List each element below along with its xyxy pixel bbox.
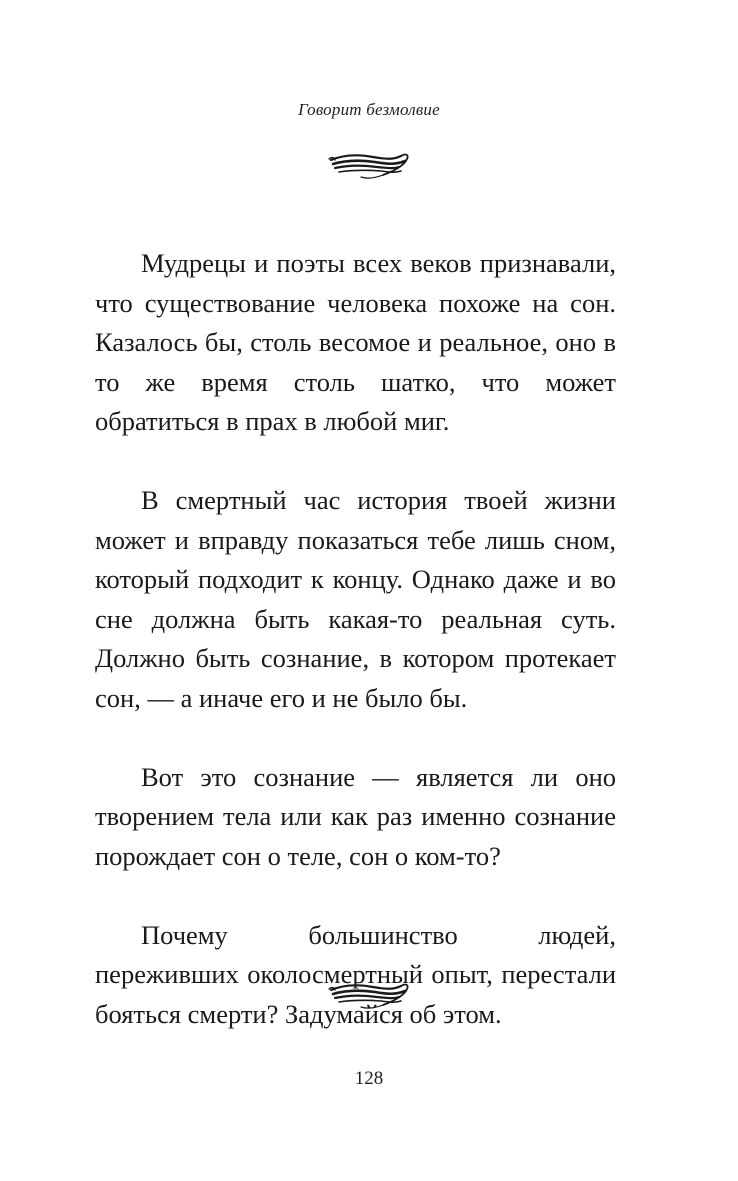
page-number: 128	[354, 1068, 384, 1089]
body-text	[95, 244, 616, 1034]
calligraphic-flourish-icon	[327, 978, 411, 1012]
paragraph-2: В смертный час история твоей жизни может и вправду показаться тебе лишь сном, который подходит к концу. Однако даже и во сне должна быть какая-то реальная суть. Должно быть сознание, в котором протекает сон, — а иначе его и не было бы.	[95, 485, 616, 713]
paragraph-4: Почему большинство людей, переживших околосмертный опыт, перестали бояться смерти? Задумайся об этом.	[95, 919, 616, 1029]
running-head: Говорит безмолвие	[298, 100, 440, 119]
paragraph-1: Мудрецы и поэты всех веков признавали, что существование человека похоже на сон. Казалось бы, столь весомое и реальное, оно в то же время столь шатко, что может обратиться в прах в любой миг.	[95, 248, 616, 436]
calligraphic-flourish-icon	[327, 148, 411, 182]
paragraph-3: Вот это сознание — является ли оно творением тела или как раз именно сознание порождает сон о теле, сон о ком-то?	[95, 761, 616, 871]
